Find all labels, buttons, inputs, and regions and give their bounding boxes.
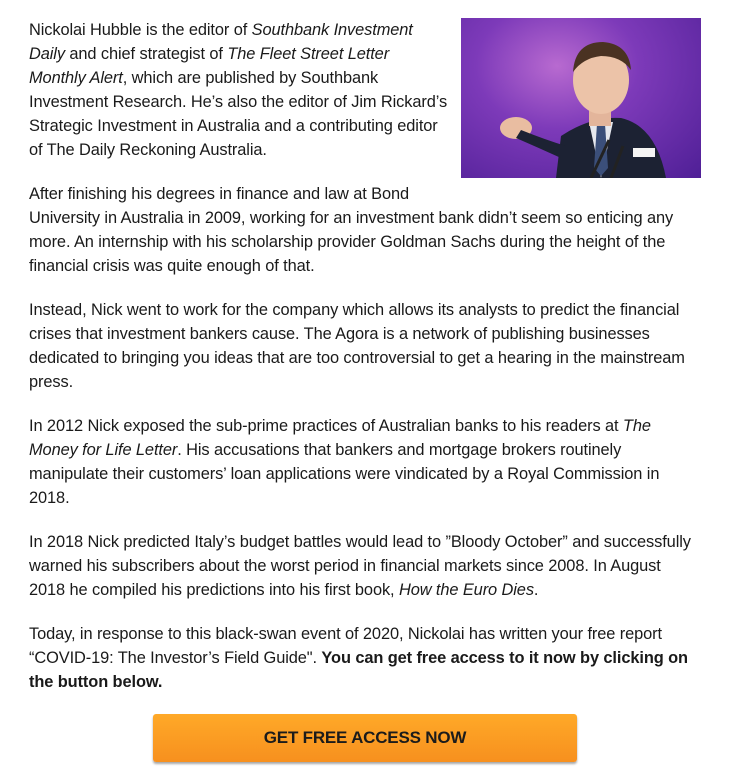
text: . His accusations that bankers and mortgage brokers routinely manipulate their customers’ loan applications were vindicated by a Royal Commission in 2018. <box>29 441 660 507</box>
get-free-access-button[interactable]: GET FREE ACCESS NOW <box>153 714 577 762</box>
text: Nickolai Hubble is the editor of <box>29 21 252 39</box>
speaker-illustration <box>461 18 701 178</box>
cta-container <box>153 714 577 762</box>
text: and chief strategist of <box>64 45 228 63</box>
author-photo <box>461 18 701 178</box>
publication-title: The Money for Life Letter <box>29 417 651 459</box>
text: . <box>533 581 539 599</box>
call-to-action-text: You can get free access to it now by clicking on the button below. <box>29 649 688 691</box>
book-title: How the Euro Dies <box>398 581 534 599</box>
text: Today, in response to this black-swan event of 2020, Nickolai has written your free report “COVID-19: The Investor’s Field Guide". <box>29 625 662 667</box>
publication-title: The Fleet Street Letter Monthly Alert <box>29 45 390 87</box>
author-bio <box>29 18 701 714</box>
text: In 2012 Nick exposed the sub-prime practices of Australian banks to his readers at <box>29 417 623 435</box>
publication-title: Southbank Investment Daily <box>29 21 413 63</box>
bio-paragraph-3: Instead, Nick went to work for the company which allows its analysts to predict the financial crises that investment bankers cause. The Agora is a network of publishing businesses dedicated to bringing you ideas that are too controversial to get a hearing in the mainstream press. <box>29 301 685 391</box>
text: , which are published by Southbank Investment Research. He’s also the editor of Jim Rickard’s Strategic Investment in Australia and a contributing editor of The Daily Reckoning Australia. <box>29 69 448 159</box>
bio-paragraph-5 <box>29 530 701 602</box>
bio-paragraph-2: After finishing his degrees in finance and law at Bond University in Australia in 2009, working for an investment bank didn’t seem so enticing any more. An internship with his scholarship provider Goldman Sachs during the height of the financial crisis was quite enough of that. <box>29 185 674 275</box>
text: In 2018 Nick predicted Italy’s budget battles would lead to ”Bloody October” and successfully warned his subscribers about the worst period in financial markets since 2008. In August 2018 he compiled his predictions into his first book, <box>29 533 691 599</box>
bio-paragraph-6 <box>29 622 701 694</box>
bio-paragraph-4 <box>29 414 701 510</box>
